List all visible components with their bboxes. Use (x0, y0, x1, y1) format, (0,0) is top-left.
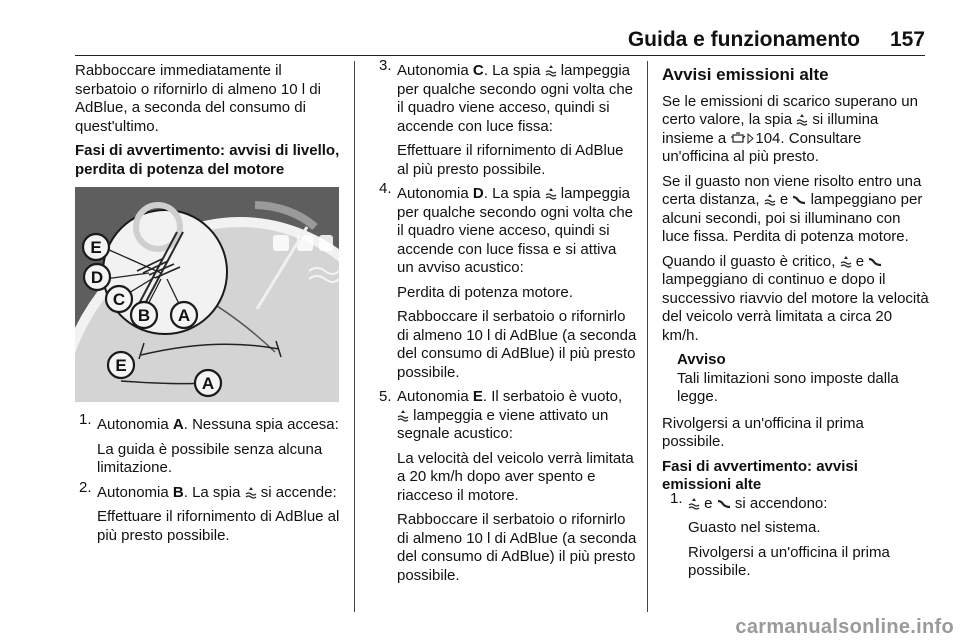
adblue-warning-icon (545, 64, 557, 77)
label-c: C (112, 290, 126, 309)
subheading-emission-warnings: Fasi di avvertimento: avvisi emissioni alte (662, 457, 858, 493)
page-header (0, 0, 960, 56)
glow-plug-icon (792, 193, 806, 206)
engine-check-icon (730, 132, 746, 145)
adblue-warning-icon (545, 187, 557, 200)
list-item-range-a: 1. Autonomia A. Nessuna spia accesa: La guida è possibile senza alcuna limitazione. (79, 411, 339, 476)
label-a-bottom: A (201, 374, 215, 393)
column-divider-1 (354, 61, 355, 612)
list-item-range-c: 3. Autonomia C. La spia lampeggia per qualche secondo ogni volta che il quadro viene acceso, quindi si accende con luce fissa: Effettuare il rifornimento di AdBlue al più presto possibile. (379, 57, 634, 178)
adblue-gauge-figure (75, 187, 339, 402)
list-item-range-e: 5. Autonomia E. Il serbatoio è vuoto, lampeggia e viene attivato un segnale acustico: La velocità del veicolo verrà limitata a 20 km/h dopo aver spento e riacceso il motore. Rabboccare il serbatoio o rifornirlo di almeno 10 l di AdBlue (a seconda del consumo di AdBlue) il più presto possibile. (379, 388, 637, 584)
note-box (662, 351, 930, 407)
page-number: 157 (889, 28, 925, 51)
list-item-emission-1: 1. e si accendono: Guasto nel sistema. Rivolgersi a un'officina il prima possibile. (670, 489, 890, 579)
label-b: B (137, 306, 151, 325)
adblue-warning-icon (688, 497, 700, 510)
column-1 (75, 62, 343, 551)
subheading-level-warnings: Fasi di avvertimento: avvisi di livello, perdita di potenza del motore (75, 142, 340, 178)
label-d: D (90, 268, 104, 287)
adblue-warning-icon (764, 193, 776, 206)
label-e-bottom: E (115, 356, 127, 375)
adblue-warning-icon (796, 113, 808, 126)
paragraph-emissions-2: Se il guasto non viene risolto entro una certa distanza, e lampeggiano per alcuni secondi, poi si illuminano con luce fissa. Perdita di potenza motore. (662, 172, 923, 245)
note-text: Tali limitazioni sono imposte dalla legge. (677, 369, 899, 405)
label-e-top: E (90, 238, 102, 257)
section-title: Guida e funzionamento (627, 28, 860, 51)
list-item-range-b: 2. Autonomia B. La spia si accende: Effettuare il rifornimento di AdBlue al più presto possibile. (79, 478, 340, 544)
watermark: carmanualsonline.info (735, 616, 954, 638)
paragraph-emissions-3: Quando il guasto è critico, e lampeggiano di continuo e dopo il successivo riavvio del motore la velocità del veicolo verrà limitata a circa 20 km/h. (662, 252, 929, 344)
adblue-warning-icon (397, 409, 409, 422)
column-divider-2 (647, 61, 648, 612)
list-item-range-d: 4. Autonomia D. La spia lampeggia per qualche secondo ogni volta che il quadro viene acceso, quindi si accende con luce fissa e si attiva un avviso acustico: Perdita di potenza motore. Rabboccare il serbatoio o rifornirlo di almeno 10 l di AdBlue (a seconda del consumo di AdBlue) il più presto possibile. (379, 180, 637, 381)
paragraph-emissions-1: Se le emissioni di scarico superano un certo valore, la spia si illumina insieme a 104. Consultare un'officina al più presto. (662, 92, 918, 165)
glow-plug-icon (868, 255, 882, 268)
column-2 (375, 57, 637, 591)
header-divider (75, 55, 925, 56)
adblue-warning-icon (245, 486, 257, 499)
label-a-top: A (177, 306, 191, 325)
glow-plug-icon (717, 497, 731, 510)
heading-high-emissions: Avvisi emissioni alte (662, 65, 829, 84)
adblue-warning-icon (840, 255, 852, 268)
note-title: Avviso (677, 351, 726, 368)
column-3 (662, 62, 930, 587)
paragraph-emissions-4: Rivolgersi a un'officina il prima possibile. (662, 414, 864, 450)
intro-paragraph: Rabboccare immediatamente il serbatoio o rifornirlo di almeno 10 l di AdBlue, a seconda del consumo di quest'ultimo. (75, 62, 321, 135)
